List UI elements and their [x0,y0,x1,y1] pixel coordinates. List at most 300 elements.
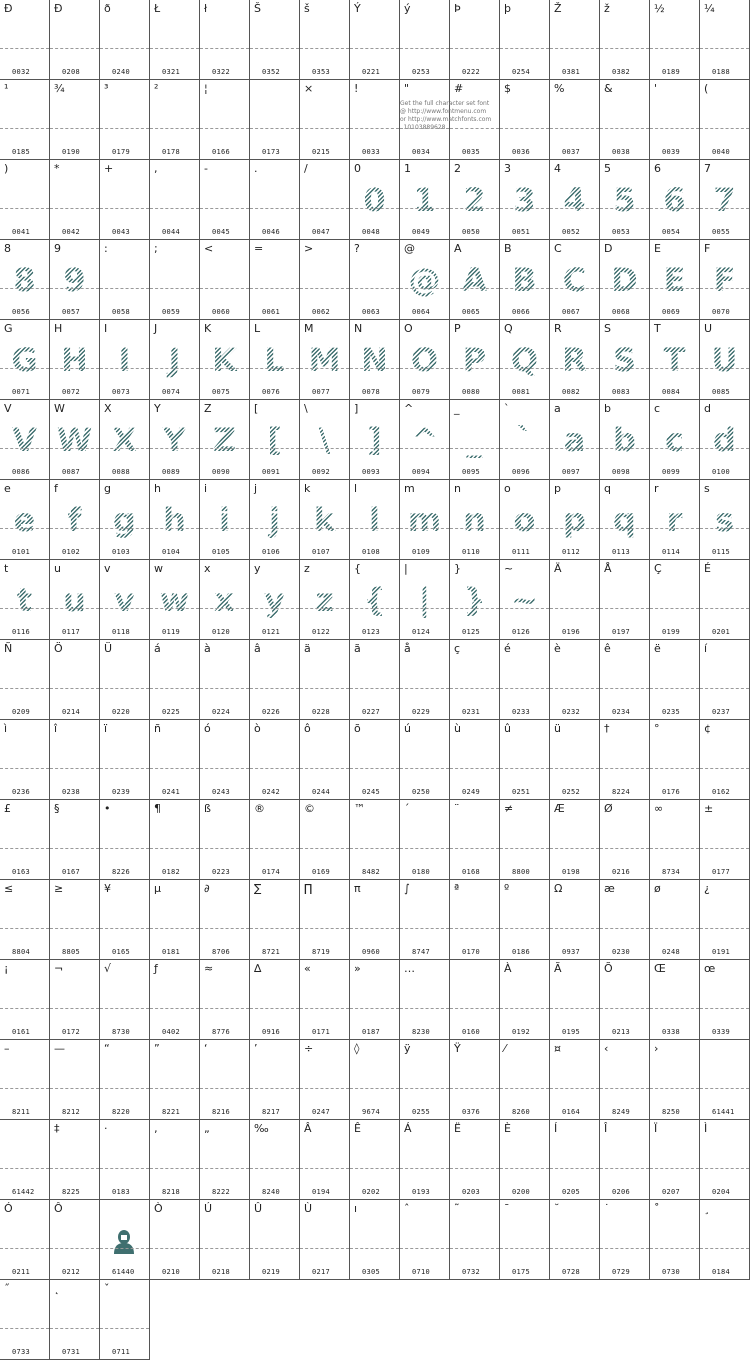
glyph-cell [300,320,350,400]
baseline-divider [450,448,499,449]
character-label: l [354,482,358,495]
character-label: Ú [204,1202,213,1215]
character-code: 0087 [62,468,81,476]
glyph-cell [350,160,400,240]
baseline-divider [300,288,349,289]
character-label: V [4,402,12,415]
glyph-cell [250,400,300,480]
character-code: 0083 [612,388,631,396]
baseline-divider [700,608,749,609]
glyph-cell [700,640,750,720]
character-code: 0116 [12,628,31,636]
glyph-cell [700,960,750,1040]
character-code: 0241 [162,788,181,796]
character-code: 0044 [162,228,181,236]
character-label: Å [604,562,612,575]
character-label: c [654,402,661,415]
character-label: _ [454,402,460,415]
character-code: 9674 [362,1108,381,1116]
character-code: 0210 [162,1268,181,1276]
character-label: s [704,482,710,495]
character-label: * [54,162,60,175]
character-code: 0100 [712,468,731,476]
character-label: 9 [54,242,61,255]
character-label: ÿ [404,1042,411,1055]
character-label: } [454,562,461,575]
font-glyph-preview: 6 [650,182,699,218]
baseline-divider [0,208,49,209]
character-label: < [204,242,214,255]
character-code: 0960 [362,948,381,956]
glyph-cell [50,640,100,720]
character-code: 0206 [612,1188,631,1196]
glyph-cell [50,800,100,880]
font-glyph-preview: Q [500,342,549,378]
glyph-cell [0,320,50,400]
glyph-cell [250,640,300,720]
character-label: Ý [354,2,361,15]
character-label: ? [354,242,360,255]
baseline-divider [650,368,699,369]
font-glyph-preview: s [700,502,749,538]
character-label: ˛ [54,1282,60,1295]
character-code: 0076 [262,388,281,396]
baseline-divider [550,448,599,449]
character-label: à [204,642,211,655]
character-code: 0041 [12,228,31,236]
character-label: × [304,82,314,95]
glyph-cell [500,720,550,800]
baseline-divider [500,1248,549,1249]
character-code: 0110 [462,548,481,556]
character-code: 0070 [712,308,731,316]
font-glyph-preview: E [650,262,699,298]
baseline-divider [500,128,549,129]
glyph-cell [0,400,50,480]
character-code: 0166 [212,148,231,156]
baseline-divider [350,448,399,449]
character-code: 0072 [62,388,81,396]
glyph-cell [550,1120,600,1200]
character-code: 8482 [362,868,381,876]
baseline-divider [200,768,249,769]
character-code: 0193 [412,1188,431,1196]
baseline-divider [350,1168,399,1169]
character-code: 0219 [262,1268,281,1276]
baseline-divider [500,1008,549,1009]
glyph-cell [550,1200,600,1280]
baseline-divider [500,928,549,929]
character-label: … [404,962,415,975]
character-label: Ó [4,1202,13,1215]
baseline-divider [100,368,149,369]
character-label: þ [504,2,511,15]
glyph-cell [550,80,600,160]
character-label: ú [404,722,411,735]
character-code: 0197 [612,628,631,636]
character-code: 0382 [612,68,631,76]
baseline-divider [100,1008,149,1009]
glyph-cell [600,960,650,1040]
glyph-cell [350,1120,400,1200]
character-label: A [454,242,462,255]
glyph-cell [150,880,200,960]
character-code: 0104 [162,548,181,556]
character-code: 0168 [462,868,481,876]
character-code: 0082 [562,388,581,396]
character-label: 2 [454,162,461,175]
character-label: a [554,402,561,415]
glyph-cell [250,80,300,160]
glyph-cell [0,80,50,160]
font-glyph-preview: H [50,342,99,378]
character-label: Ω [554,882,563,895]
character-label: ä [304,642,311,655]
glyph-cell [400,640,450,720]
character-code: 0114 [662,548,681,556]
baseline-divider [150,528,199,529]
character-code: 0073 [112,388,131,396]
character-label: ü [554,722,561,735]
font-glyph-preview: Z [200,422,249,458]
glyph-cell [400,240,450,320]
baseline-divider [400,368,449,369]
character-code: 0243 [212,788,231,796]
glyph-cell [300,800,350,880]
character-label: Ò [154,1202,163,1215]
glyph-cell [0,800,50,880]
baseline-divider [550,928,599,929]
font-glyph-preview: h [150,502,199,538]
glyph-cell [300,1040,350,1120]
character-code: 0227 [362,708,381,716]
character-label: J [154,322,158,335]
baseline-divider [700,1168,749,1169]
font-glyph-preview: 5 [600,182,649,218]
baseline-divider [350,368,399,369]
baseline-divider [150,928,199,929]
baseline-divider [50,848,99,849]
baseline-divider [250,768,299,769]
character-code: 0182 [162,868,181,876]
character-code: 0047 [312,228,331,236]
baseline-divider [600,848,649,849]
character-code: 61440 [112,1268,135,1276]
character-code: 0192 [512,1028,531,1036]
baseline-divider [300,1088,349,1089]
character-label: P [454,322,461,335]
baseline-divider [50,768,99,769]
character-code: 0102 [62,548,81,556]
baseline-divider [550,208,599,209]
character-label: Š [254,2,261,15]
glyph-cell [650,0,700,80]
glyph-cell [550,160,600,240]
glyph-cell [200,640,250,720]
glyph-cell [600,320,650,400]
baseline-divider [400,608,449,609]
baseline-divider [150,288,199,289]
character-code: 0381 [562,68,581,76]
font-glyph-preview: l [350,502,399,538]
glyph-cell [650,80,700,160]
glyph-cell [400,560,450,640]
character-label: õ [354,722,361,735]
character-code: 0937 [562,948,581,956]
glyph-cell [200,320,250,400]
baseline-divider [650,128,699,129]
character-label: ¿ [704,882,710,895]
baseline-divider [150,1008,199,1009]
character-code: 0728 [562,1268,581,1276]
baseline-divider [150,1088,199,1089]
baseline-divider [600,928,649,929]
character-label: ø [654,882,661,895]
character-code: 0321 [162,68,181,76]
character-label: ’ [254,1042,258,1055]
glyph-cell [0,480,50,560]
glyph-cell [350,720,400,800]
character-code: 0121 [262,628,281,636]
baseline-divider [0,528,49,529]
character-code: 0339 [712,1028,731,1036]
character-label: ˜ [454,1202,460,1215]
baseline-divider [100,48,149,49]
baseline-divider [0,768,49,769]
character-code: 0064 [412,308,431,316]
character-code: 8225 [62,1188,81,1196]
character-label: Ž [554,2,562,15]
glyph-cell [550,320,600,400]
character-code: 0059 [162,308,181,316]
character-code: 0242 [262,788,281,796]
character-label: ¤ [554,1042,561,1055]
glyph-cell [150,720,200,800]
baseline-divider [350,1248,399,1249]
character-code: 0215 [312,148,331,156]
character-code: 0200 [512,1188,531,1196]
baseline-divider [200,928,249,929]
character-label: É [704,562,711,575]
character-label: ” [154,1042,160,1055]
character-label: I [104,322,108,335]
character-label: ‡ [54,1122,60,1135]
font-glyph-preview: L [250,342,299,378]
font-glyph-preview: | [400,582,449,618]
glyph-cell [150,240,200,320]
character-code: 0084 [662,388,681,396]
character-code: 0097 [562,468,581,476]
character-label: b [604,402,611,415]
character-label: r [654,482,659,495]
character-code: 0106 [262,548,281,556]
character-code: 0115 [712,548,731,556]
character-code: 0224 [212,708,231,716]
font-glyph-preview: i [200,502,249,538]
glyph-cell [400,1040,450,1120]
character-code: 0199 [662,628,681,636]
glyph-cell [700,240,750,320]
font-glyph-preview: 1 [400,182,449,218]
character-code: 0225 [162,708,181,716]
character-code: 0733 [12,1348,31,1356]
character-label: Ô [54,1202,63,1215]
baseline-divider [600,1168,649,1169]
character-label: ∫ [404,882,410,895]
character-label: Q [504,322,513,335]
baseline-divider [100,528,149,529]
glyph-cell [400,960,450,1040]
glyph-cell [350,480,400,560]
character-label: W [54,402,65,415]
character-label: ˆ [404,1202,410,1215]
character-label: { [354,562,361,575]
glyph-cell [400,1120,450,1200]
character-label: 0 [354,162,361,175]
glyph-cell [100,880,150,960]
character-label: ê [604,642,611,655]
baseline-divider [200,1008,249,1009]
baseline-divider [50,448,99,449]
glyph-cell [350,400,400,480]
character-code: 0034 [412,148,431,156]
character-label: X [104,402,112,415]
character-label: / [304,162,308,175]
character-code: 0217 [312,1268,331,1276]
glyph-cell [450,1120,500,1200]
glyph-cell [400,720,450,800]
baseline-divider [250,528,299,529]
baseline-divider [500,608,549,609]
character-label: ^ [404,402,414,415]
character-code: 0098 [612,468,631,476]
glyph-cell [300,880,350,960]
character-label: ì [4,722,8,735]
baseline-divider [200,448,249,449]
character-label: % [554,82,565,95]
glyph-cell [50,80,100,160]
baseline-divider [550,48,599,49]
character-label: š [304,2,310,15]
glyph-cell [650,480,700,560]
character-label: ¯ [504,1202,510,1215]
character-code: 8249 [612,1108,631,1116]
character-code: 0249 [462,788,481,796]
glyph-cell [100,720,150,800]
character-code: 0053 [612,228,631,236]
character-code: 0101 [12,548,31,556]
glyph-cell [250,320,300,400]
font-glyph-preview: X [100,422,149,458]
baseline-divider [150,848,199,849]
glyph-cell [150,0,200,80]
character-label: ı [354,1202,358,1215]
character-code: 0181 [162,948,181,956]
baseline-divider [300,688,349,689]
glyph-cell [250,800,300,880]
character-code: 0045 [212,228,231,236]
baseline-divider [700,368,749,369]
character-code: 0108 [362,548,381,556]
glyph-cell [300,640,350,720]
baseline-divider [50,608,99,609]
font-glyph-preview: B [500,262,549,298]
character-label: K [204,322,212,335]
baseline-divider [700,848,749,849]
character-label: Â [304,1122,312,1135]
baseline-divider [450,608,499,609]
glyph-cell [350,80,400,160]
baseline-divider [400,848,449,849]
character-code: 8220 [112,1108,131,1116]
glyph-cell [450,80,500,160]
character-code: 0046 [262,228,281,236]
baseline-divider [500,448,549,449]
character-label: g [104,482,111,495]
font-glyph-preview: f [50,502,99,538]
baseline-divider [650,928,699,929]
character-label: n [454,482,461,495]
character-label: ‰ [254,1122,269,1135]
character-label: G [4,322,13,335]
character-code: 0117 [62,628,81,636]
character-label: z [304,562,310,575]
character-code: 0033 [362,148,381,156]
glyph-cell [500,320,550,400]
glyph-cell [200,480,250,560]
glyph-cell [350,960,400,1040]
glyph-cell [100,960,150,1040]
character-code: 0068 [612,308,631,316]
character-label: p [554,482,561,495]
baseline-divider [600,688,649,689]
character-code: 0180 [412,868,431,876]
baseline-divider [100,768,149,769]
glyph-cell [200,800,250,880]
character-label: ‚ [154,1122,158,1135]
font-glyph-preview: ` [500,422,549,458]
character-code: 0037 [562,148,581,156]
baseline-divider [100,208,149,209]
character-code: 0228 [312,708,331,716]
character-code: 0208 [62,68,81,76]
glyph-cell [350,240,400,320]
character-code: 0050 [462,228,481,236]
character-label: Á [404,1122,412,1135]
baseline-divider [450,288,499,289]
character-code: 0322 [212,68,231,76]
glyph-cell [0,1120,50,1200]
character-label: Œ [654,962,666,975]
glyph-cell [550,240,600,320]
baseline-divider [0,688,49,689]
character-label: v [104,562,111,575]
baseline-divider [350,928,399,929]
character-label: µ [154,882,161,895]
baseline-divider [200,208,249,209]
glyph-cell [100,640,150,720]
character-label: ¡ [4,962,9,975]
character-code: 0202 [362,1188,381,1196]
character-code: 8211 [12,1108,31,1116]
character-label: ‘ [204,1042,208,1055]
baseline-divider [500,528,549,529]
character-code: 0198 [562,868,581,876]
glyph-cell [500,240,550,320]
glyph-cell [400,0,450,80]
baseline-divider [350,768,399,769]
character-label: – [4,1042,10,1055]
